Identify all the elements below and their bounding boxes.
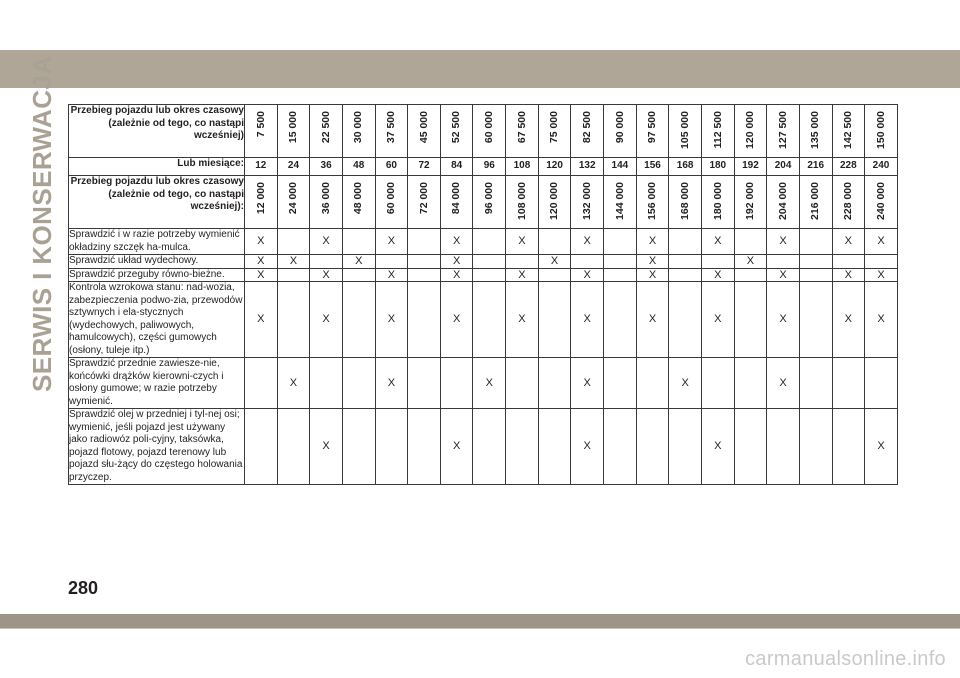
service-mark: X — [245, 255, 278, 269]
service-mark: X — [375, 229, 408, 255]
service-mark — [767, 409, 800, 485]
service-mark — [408, 268, 441, 282]
service-mark — [538, 409, 571, 485]
service-mark: X — [571, 409, 604, 485]
service-mark: X — [636, 282, 669, 358]
service-mark: X — [636, 268, 669, 282]
service-mark — [277, 282, 310, 358]
service-mark: X — [767, 268, 800, 282]
months-row — [69, 158, 898, 176]
service-mark — [473, 282, 506, 358]
interval-label: Przebieg pojazdu lub okres czasowy (zależnie od tego, co nastąpi wcześniej) — [69, 105, 245, 158]
mileage-cell: 204 000 — [767, 176, 800, 229]
service-mark: X — [636, 255, 669, 269]
months-cell: 192 — [734, 158, 767, 176]
service-mark: X — [473, 358, 506, 409]
service-mark — [799, 282, 832, 358]
service-mark — [799, 229, 832, 255]
service-mark: X — [538, 255, 571, 269]
mileage-cell: 144 000 — [604, 176, 637, 229]
months-cell: 24 — [277, 158, 310, 176]
service-mark: X — [440, 409, 473, 485]
service-mark: X — [440, 268, 473, 282]
service-mark: X — [865, 268, 898, 282]
mileage-cell: 150 000 — [865, 105, 898, 158]
service-mark — [538, 358, 571, 409]
service-mark — [669, 282, 702, 358]
service-mark — [473, 255, 506, 269]
service-mark — [277, 268, 310, 282]
service-mark: X — [832, 229, 865, 255]
service-mark — [604, 255, 637, 269]
service-mark — [799, 409, 832, 485]
months-cell: 108 — [506, 158, 539, 176]
service-mark — [669, 268, 702, 282]
months-cell: 216 — [799, 158, 832, 176]
months-cell: 204 — [767, 158, 800, 176]
months-cell: 180 — [701, 158, 734, 176]
service-mark: X — [342, 255, 375, 269]
service-mark — [408, 229, 441, 255]
service-mark — [408, 409, 441, 485]
service-mark — [604, 282, 637, 358]
service-mark — [375, 255, 408, 269]
service-mark: X — [506, 282, 539, 358]
service-mark — [799, 358, 832, 409]
service-mark — [310, 358, 343, 409]
watermark: carmanualsonline.info — [745, 648, 946, 670]
service-mark — [604, 268, 637, 282]
service-mark: X — [277, 255, 310, 269]
service-mark — [408, 358, 441, 409]
months-cell: 84 — [440, 158, 473, 176]
service-mark — [701, 358, 734, 409]
service-mark: X — [734, 255, 767, 269]
service-mark: X — [440, 255, 473, 269]
mileage-cell: 84 000 — [440, 176, 473, 229]
service-mark: X — [375, 358, 408, 409]
service-mark — [408, 255, 441, 269]
service-row — [69, 358, 898, 409]
mileage-cell: 192 000 — [734, 176, 767, 229]
months-cell: 156 — [636, 158, 669, 176]
service-mark — [440, 358, 473, 409]
service-mark — [538, 229, 571, 255]
interval-label-2: Przebieg pojazdu lub okres czasowy (zależnie od tego, co nastąpi wcześniej): — [69, 176, 245, 229]
service-mark — [669, 229, 702, 255]
months-cell: 144 — [604, 158, 637, 176]
service-mark: X — [506, 268, 539, 282]
service-mark — [734, 268, 767, 282]
service-mark: X — [767, 282, 800, 358]
service-mark — [473, 268, 506, 282]
months-cell: 240 — [865, 158, 898, 176]
service-mark — [506, 409, 539, 485]
service-mark — [342, 282, 375, 358]
mileage-row-1 — [69, 105, 898, 158]
maintenance-schedule-table — [68, 104, 898, 485]
service-mark: X — [865, 409, 898, 485]
service-mark — [245, 358, 278, 409]
mileage-cell: 112 500 — [701, 105, 734, 158]
service-mark — [865, 255, 898, 269]
mileage-cell: 120 000 — [538, 176, 571, 229]
mileage-cell: 60 000 — [473, 105, 506, 158]
service-mark — [636, 409, 669, 485]
mileage-cell: 37 500 — [375, 105, 408, 158]
service-mark — [342, 268, 375, 282]
service-mark — [473, 229, 506, 255]
months-cell: 72 — [408, 158, 441, 176]
service-row — [69, 409, 898, 485]
mileage-cell: 22 500 — [310, 105, 343, 158]
months-cell: 60 — [375, 158, 408, 176]
service-row — [69, 282, 898, 358]
mileage-cell: 105 000 — [669, 105, 702, 158]
service-mark: X — [245, 282, 278, 358]
service-mark: X — [571, 268, 604, 282]
service-mark — [734, 409, 767, 485]
service-mark — [832, 255, 865, 269]
service-mark: X — [310, 282, 343, 358]
service-mark: X — [310, 409, 343, 485]
months-cell: 168 — [669, 158, 702, 176]
months-cell: 36 — [310, 158, 343, 176]
service-item-label: Sprawdzić przednie zawiesze-nie, końcówki drążków kierowni-czych i osłony gumowe; w razie potrzeby wymienić. — [69, 358, 245, 409]
service-mark — [604, 229, 637, 255]
mileage-cell: 180 000 — [701, 176, 734, 229]
service-mark — [799, 255, 832, 269]
mileage-cell: 82 500 — [571, 105, 604, 158]
service-mark — [408, 282, 441, 358]
months-cell: 48 — [342, 158, 375, 176]
service-mark: X — [375, 282, 408, 358]
service-mark — [832, 409, 865, 485]
service-mark: X — [701, 409, 734, 485]
service-mark — [310, 255, 343, 269]
service-mark: X — [245, 268, 278, 282]
service-mark: X — [865, 229, 898, 255]
service-item-label: Sprawdzić układ wydechowy. — [69, 255, 245, 269]
months-cell: 228 — [832, 158, 865, 176]
service-mark: X — [310, 229, 343, 255]
service-mark — [604, 358, 637, 409]
service-mark: X — [571, 282, 604, 358]
service-mark: X — [832, 268, 865, 282]
service-mark: X — [571, 358, 604, 409]
mileage-cell: 15 000 — [277, 105, 310, 158]
mileage-cell: 96 000 — [473, 176, 506, 229]
months-cell: 12 — [245, 158, 278, 176]
service-mark: X — [375, 268, 408, 282]
mileage-cell: 36 000 — [310, 176, 343, 229]
service-mark — [832, 358, 865, 409]
mileage-cell: 7 500 — [245, 105, 278, 158]
service-mark: X — [701, 282, 734, 358]
service-mark — [538, 268, 571, 282]
service-mark — [734, 229, 767, 255]
months-label: Lub miesiące: — [69, 158, 245, 176]
mileage-cell: 45 000 — [408, 105, 441, 158]
months-cell: 96 — [473, 158, 506, 176]
service-mark — [865, 358, 898, 409]
mileage-cell: 135 000 — [799, 105, 832, 158]
service-mark — [604, 409, 637, 485]
service-mark — [767, 255, 800, 269]
service-mark: X — [636, 229, 669, 255]
service-mark: X — [832, 282, 865, 358]
mileage-cell: 108 000 — [506, 176, 539, 229]
mileage-cell: 216 000 — [799, 176, 832, 229]
service-item-label: Sprawdzić olej w przedniej i tyl-nej osi; wymienić, jeśli pojazd jest używany jako radiowóz poli-cyjny, taksówka, pojazd flotowy, pojazd terenowy lub pojazd słu-żący do częstego holowania przyczep. — [69, 409, 245, 485]
top-band — [0, 50, 960, 88]
service-mark — [538, 282, 571, 358]
service-mark: X — [865, 282, 898, 358]
mileage-cell: 127 500 — [767, 105, 800, 158]
service-mark — [571, 255, 604, 269]
service-item-label: Kontrola wzrokowa stanu: nad-wozia, zabezpieczenia podwo-zia, przewodów sztywnych i ela-stycznych (wydechowych, paliwowych, hamulcowych), części gumowych (osłony, tuleje itp.) — [69, 282, 245, 358]
service-mark — [342, 358, 375, 409]
service-mark — [277, 229, 310, 255]
page-number: 280 — [68, 578, 99, 598]
service-mark: X — [310, 268, 343, 282]
service-item-label: Sprawdzić i w razie potrzeby wymienić okładziny szczęk ha-mulca. — [69, 229, 245, 255]
service-mark — [473, 409, 506, 485]
mileage-cell: 156 000 — [636, 176, 669, 229]
service-mark: X — [701, 268, 734, 282]
mileage-cell: 132 000 — [571, 176, 604, 229]
mileage-cell: 240 000 — [865, 176, 898, 229]
service-mark: X — [571, 229, 604, 255]
service-row — [69, 268, 898, 282]
service-mark — [734, 358, 767, 409]
mileage-cell: 75 000 — [538, 105, 571, 158]
service-mark: X — [701, 229, 734, 255]
mileage-cell: 24 000 — [277, 176, 310, 229]
mileage-cell: 48 000 — [342, 176, 375, 229]
mileage-cell: 168 000 — [669, 176, 702, 229]
service-row — [69, 255, 898, 269]
months-cell: 120 — [538, 158, 571, 176]
mileage-cell: 97 500 — [636, 105, 669, 158]
service-mark: X — [669, 358, 702, 409]
service-mark — [506, 255, 539, 269]
service-mark — [636, 358, 669, 409]
service-mark: X — [245, 229, 278, 255]
service-mark: X — [767, 358, 800, 409]
mileage-cell: 30 000 — [342, 105, 375, 158]
service-mark — [342, 229, 375, 255]
bottom-line — [0, 628, 960, 629]
service-mark — [669, 255, 702, 269]
mileage-cell: 120 000 — [734, 105, 767, 158]
service-mark — [375, 409, 408, 485]
bottom-band — [0, 614, 960, 628]
service-mark: X — [440, 229, 473, 255]
schedule-body — [69, 229, 898, 485]
mileage-cell: 72 000 — [408, 176, 441, 229]
mileage-cell: 12 000 — [245, 176, 278, 229]
section-title: SERWIS I KONSERWACJA — [27, 55, 57, 392]
mileage-cell: 228 000 — [832, 176, 865, 229]
service-item-label: Sprawdzić przeguby równo-bieżne. — [69, 268, 245, 282]
service-mark — [734, 282, 767, 358]
service-mark: X — [506, 229, 539, 255]
service-mark — [669, 409, 702, 485]
service-mark: X — [277, 358, 310, 409]
mileage-cell: 52 500 — [440, 105, 473, 158]
mileage-cell: 142 500 — [832, 105, 865, 158]
service-mark — [277, 409, 310, 485]
mileage-cell: 60 000 — [375, 176, 408, 229]
mileage-row-2 — [69, 176, 898, 229]
mileage-cell: 90 000 — [604, 105, 637, 158]
months-cell: 132 — [571, 158, 604, 176]
service-mark — [342, 409, 375, 485]
service-mark — [245, 409, 278, 485]
service-mark — [506, 358, 539, 409]
service-mark: X — [767, 229, 800, 255]
mileage-cell: 67 500 — [506, 105, 539, 158]
service-mark: X — [440, 282, 473, 358]
service-row — [69, 229, 898, 255]
service-mark — [701, 255, 734, 269]
service-mark — [799, 268, 832, 282]
